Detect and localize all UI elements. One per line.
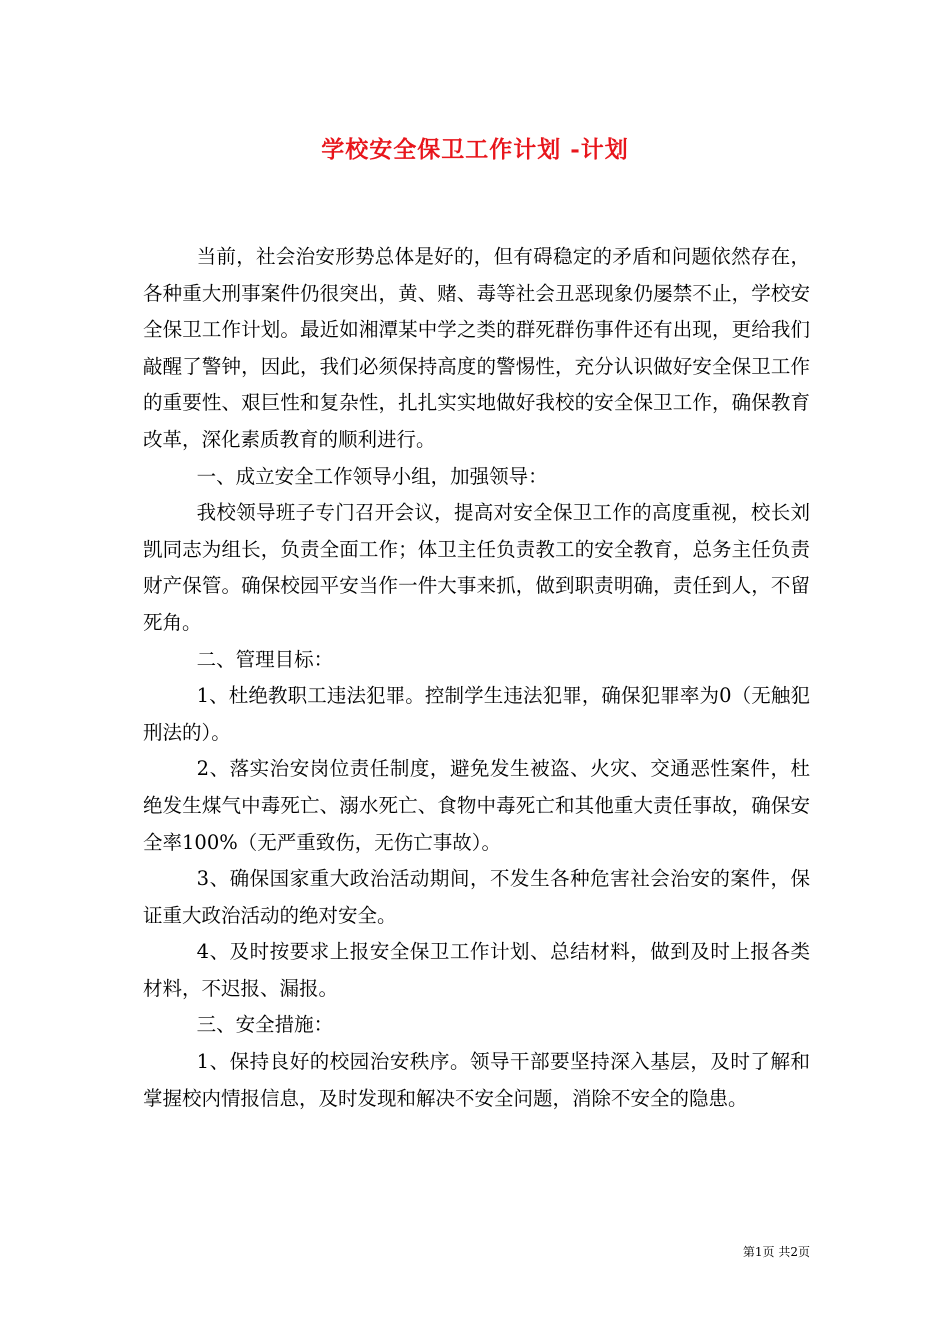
- paragraph-goal-2: 2、落实治安岗位责任制度，避免发生被盗、火灾、交通恶性案件，杜绝发生煤气中毒死亡、溺水死亡、食物中毒死亡和其他重大责任事故，确保安全率100%（无严重致伤，无伤亡事故）。: [143, 757, 810, 854]
- paragraph-intro: 当前，社会治安形势总体是好的，但有碍稳定的矛盾和问题依然存在，各种重大刑事案件仍很突出，黄、赌、毒等社会丑恶现象仍屡禁不止，学校安全保卫工作计划。最近如湘潭某中学之类的群死群伤事件还有出现，更给我们敲醒了警钟，因此，我们必须保持高度的警惕性，充分认识做好安全保卫工作的重要性、艰巨性和复杂性，扎扎实实地做好我校的安全保卫工作，确保教育改革，深化素质教育的顺利进行。: [143, 245, 810, 451]
- heading-section-1: 一、成立安全工作领导小组，加强领导：: [196, 464, 548, 488]
- paragraph-measure-1: 1、保持良好的校园治安秩序。领导干部要坚持深入基层，及时了解和掌握校内情报信息，及时发现和解决不安全问题，消除不安全的隐患。: [143, 1050, 810, 1110]
- paragraph-leadership: 我校领导班子专门召开会议，提高对安全保卫工作的高度重视，校长刘凯同志为组长，负责全面工作；体卫主任负责教工的安全教育，总务主任负责财产保管。确保校园平安当作一件大事来抓，做到职责明确，责任到人，不留死角。: [143, 501, 810, 634]
- heading-section-2: 二、管理目标：: [196, 647, 334, 671]
- document-body: [143, 239, 810, 1117]
- paragraph-goal-3: 3、确保国家重大政治活动期间，不发生各种危害社会治安的案件，保证重大政治活动的绝对安全。: [143, 867, 810, 927]
- document-title: 学校安全保卫工作计划 -计划: [321, 136, 629, 163]
- heading-section-3: 三、安全措施：: [196, 1013, 334, 1037]
- paragraph-goal-4: 4、及时按要求上报安全保卫工作计划、总结材料，做到及时上报各类材料，不迟报、漏报。: [143, 940, 810, 1000]
- page-number: 第1页 共2页: [742, 1245, 810, 1259]
- paragraph-goal-1: 1、杜绝教职工违法犯罪。控制学生违法犯罪，确保犯罪率为0（无触犯刑法的）。: [143, 684, 810, 744]
